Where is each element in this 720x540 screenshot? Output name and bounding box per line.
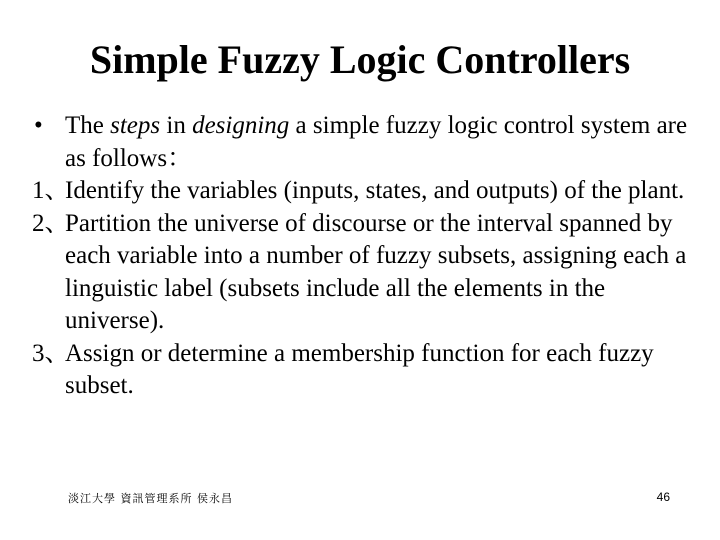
step-text-2: Partition the universe of discourse or the interval spanned by each variable into a number of fuzzy subsets, assigning each a linguistic label (subsets include all the elements in the universe). (65, 209, 687, 334)
step-number-1: 1、 (32, 177, 70, 204)
step-text-3: Assign or determine a membership function for each fuzzy subset. (65, 339, 654, 399)
intro-bullet (32, 110, 692, 175)
intro-emphasis-steps: steps (110, 112, 161, 139)
slide-title: Simple Fuzzy Logic Controllers (89, 37, 631, 82)
intro-text-prefix: The (65, 112, 111, 139)
slide-body (32, 110, 692, 403)
step-number-3: 3、 (32, 339, 70, 367)
intro-text-suffix: a simple fuzzy logic control system are as follows： (65, 112, 688, 172)
intro-text-mid: in (160, 112, 193, 139)
step-text-1: Identify the variables (inputs, states, and outputs) of the plant. (65, 177, 685, 204)
step-item-1 (32, 175, 692, 208)
footer-institution: 淡江大學 資訊管理系所 侯永昌 (68, 492, 233, 505)
step-item-2 (32, 208, 692, 338)
page-number: 46 (656, 490, 670, 504)
step-item-3 (32, 338, 692, 403)
step-number-2: 2、 (32, 209, 70, 237)
bullet-marker: • (34, 112, 43, 139)
intro-emphasis-designing: designing (192, 112, 290, 139)
